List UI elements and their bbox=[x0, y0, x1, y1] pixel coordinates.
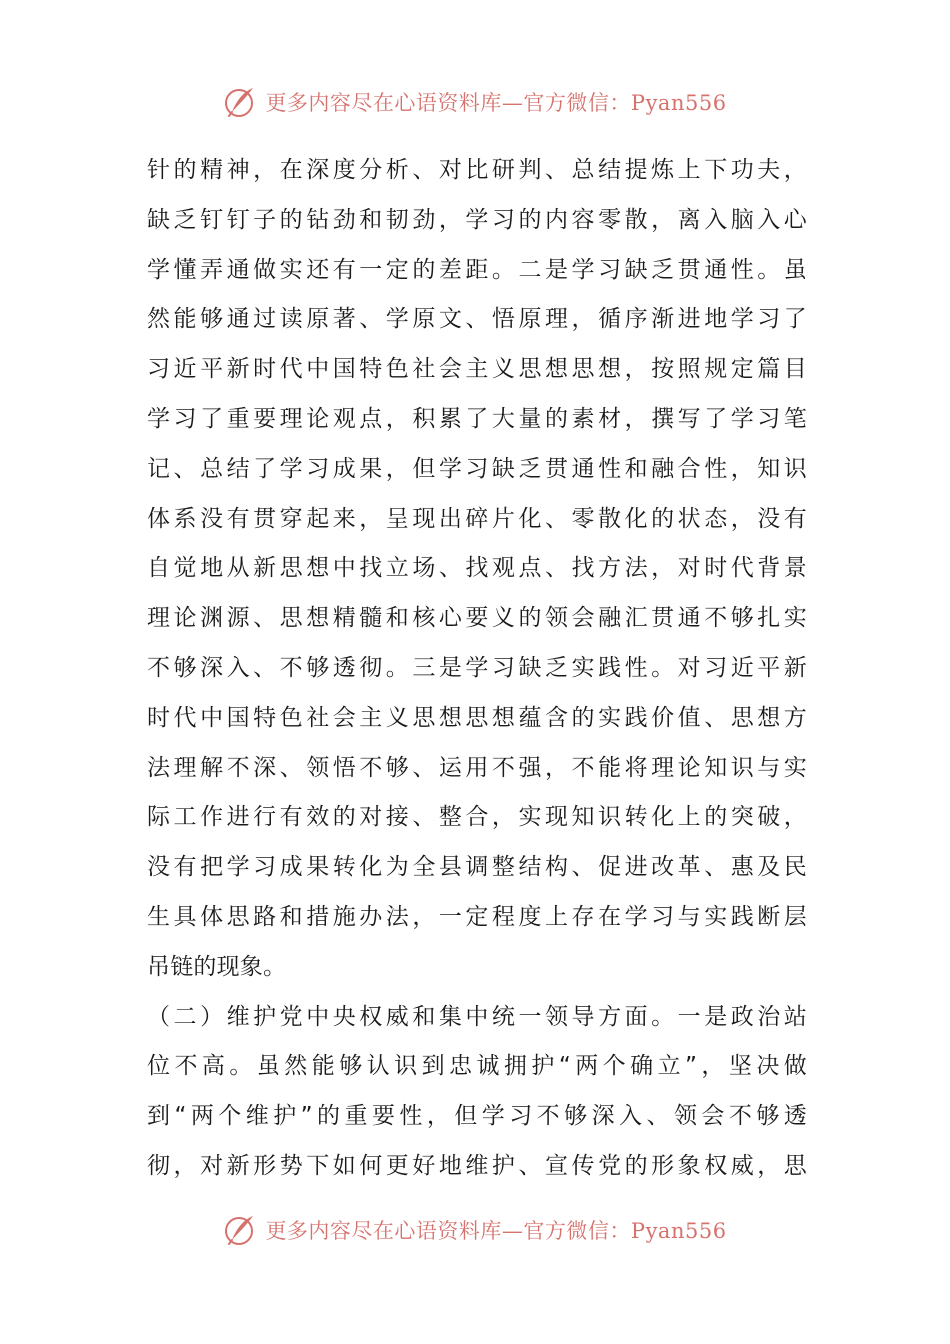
text-line: 体系没有贯穿起来，呈现出碎片化、零散化的状态，没有 bbox=[147, 505, 807, 532]
text-line: 法理解不深、领悟不够、运用不强，不能将理论知识与实 bbox=[147, 754, 807, 781]
text-line: 自觉地从新思想中找立场、找观点、找方法，对时代背景 bbox=[147, 555, 807, 582]
text-line: 吊链的现象。 bbox=[147, 953, 287, 980]
text-line: 生具体思路和措施办法，一定程度上存在学习与实践断层 bbox=[147, 903, 807, 930]
text-line: 不够深入、不够透彻。三是学习缺乏实践性。对习近平新 bbox=[147, 654, 807, 681]
watermark-banner-top bbox=[0, 82, 950, 122]
text-line: 彻，对新形势下如何更好地维护、宣传党的形象权威，思 bbox=[147, 1152, 807, 1179]
text-line: 位不高。虽然能够认识到忠诚拥护“两个确立”，坚决做 bbox=[147, 1053, 807, 1080]
watermark-text: 更多内容尽在心语资料库—官方微信：Pyan556 bbox=[265, 91, 727, 115]
text-line: 习近平新时代中国特色社会主义思想思想，按照规定篇目 bbox=[147, 356, 807, 383]
text-line: 学习了重要理论观点，积累了大量的素材，撰写了学习笔 bbox=[147, 405, 807, 432]
text-line: 记、总结了学习成果，但学习缺乏贯通性和融合性，知识 bbox=[147, 455, 807, 482]
watermark-banner-bottom bbox=[0, 1210, 950, 1250]
text-line: 到“两个维护”的重要性，但学习不够深入、领会不够透 bbox=[147, 1103, 807, 1130]
feather-pen-circle-icon bbox=[223, 85, 259, 119]
text-line: 理论渊源、思想精髓和核心要义的领会融汇贯通不够扎实 bbox=[147, 605, 807, 632]
document-body bbox=[147, 146, 807, 1192]
text-line: 际工作进行有效的对接、整合，实现知识转化上的突破， bbox=[147, 804, 807, 831]
text-line: 针的精神，在深度分析、对比研判、总结提炼上下功夫， bbox=[147, 157, 807, 183]
text-line: 时代中国特色社会主义思想思想蕴含的实践价值、思想方 bbox=[147, 704, 807, 731]
section-heading-line: （二）维护党中央权威和集中统一领导方面。一是政治站 bbox=[147, 1003, 807, 1030]
text-line: 学懂弄通做实还有一定的差距。二是学习缺乏贯通性。虽 bbox=[147, 256, 807, 283]
text-line: 缺乏钉钉子的钻劲和韧劲，学习的内容零散，离入脑入心 bbox=[147, 206, 807, 233]
watermark-text: 更多内容尽在心语资料库—官方微信：Pyan556 bbox=[265, 1219, 727, 1243]
text-line: 没有把学习成果转化为全县调整结构、促进改革、惠及民 bbox=[147, 854, 807, 881]
text-line: 然能够通过读原著、学原文、悟原理，循序渐进地学习了 bbox=[147, 306, 807, 333]
feather-pen-circle-icon bbox=[223, 1213, 259, 1247]
